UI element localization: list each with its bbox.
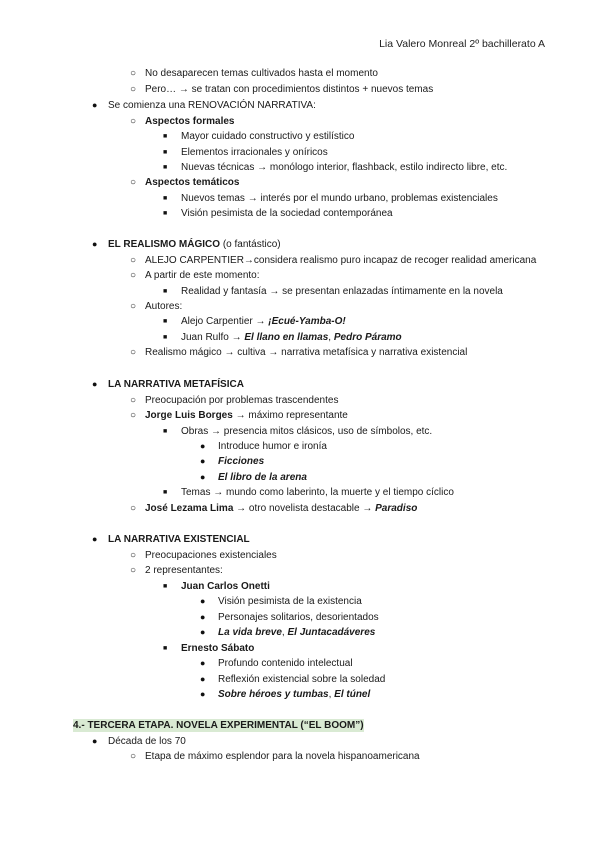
outline-text: Sobre héroes y tumbas bbox=[218, 689, 329, 700]
outline-item bbox=[145, 502, 417, 515]
outline-item bbox=[145, 549, 277, 562]
bullet-level-2-icon: ○ bbox=[130, 255, 137, 266]
outline-item bbox=[181, 315, 346, 328]
bullet-level-2-icon: ○ bbox=[130, 116, 137, 127]
bullet-level-3-icon: ■ bbox=[163, 428, 168, 435]
outline-item bbox=[145, 83, 433, 96]
outline-text: Visión pesimista de la sociedad contemporánea bbox=[181, 208, 393, 219]
outline-item bbox=[218, 595, 362, 608]
outline-text: Personajes solitarios, desorientados bbox=[218, 612, 379, 623]
outline-item bbox=[145, 300, 182, 313]
outline-text: José Lezama Lima bbox=[145, 503, 234, 514]
outline-text: 2 representantes: bbox=[145, 565, 223, 576]
outline-item bbox=[181, 580, 270, 593]
outline-text: , bbox=[281, 627, 288, 638]
outline-text: Introduce humor e ironía bbox=[218, 441, 327, 452]
outline-item bbox=[145, 409, 348, 422]
outline-item bbox=[145, 176, 239, 189]
outline-text: , bbox=[328, 689, 335, 700]
outline-item bbox=[145, 115, 234, 128]
outline-text: ALEJO CARPENTIER→considera realismo puro incapaz de recoger realidad americana bbox=[145, 255, 537, 266]
outline-text: Década de los 70 bbox=[108, 736, 186, 747]
outline-text: Realidad y fantasía → se presentan enlazadas íntimamente en la novela bbox=[181, 286, 503, 297]
outline-text: (o fantástico) bbox=[220, 239, 281, 250]
outline-text: Pero… → se tratan con procedimientos distintos + nuevos temas bbox=[145, 84, 434, 95]
outline-item bbox=[181, 285, 503, 298]
outline-item bbox=[108, 99, 316, 112]
outline-text: Nuevos temas → interés por el mundo urbano, problemas existenciales bbox=[181, 193, 498, 204]
outline-item bbox=[181, 146, 328, 159]
outline-item bbox=[181, 130, 354, 143]
bullet-level-2-icon: ○ bbox=[130, 751, 137, 762]
bullet-level-3-icon: ■ bbox=[163, 149, 168, 156]
bullet-level-2-icon: ○ bbox=[130, 270, 137, 281]
bullet-level-2-icon: ○ bbox=[130, 84, 137, 95]
bullet-level-3-icon: ■ bbox=[163, 318, 168, 325]
bullet-level-3-icon: ■ bbox=[163, 133, 168, 140]
outline-text: Aspectos formales bbox=[145, 116, 235, 127]
outline-text: 4.- TERCERA ETAPA. NOVELA EXPERIMENTAL (“EL BOOM”) bbox=[73, 720, 364, 731]
bullet-level-4-icon: ● bbox=[200, 596, 206, 606]
outline-item bbox=[218, 626, 375, 639]
bullet-level-1-icon: ● bbox=[92, 379, 98, 389]
outline-text: Obras → presencia mitos clásicos, uso de símbolos, etc. bbox=[181, 426, 433, 437]
bullet-level-4-icon: ● bbox=[200, 627, 206, 637]
outline-item bbox=[108, 735, 186, 748]
outline-text: Etapa de máximo esplendor para la novela hispanoamericana bbox=[145, 751, 420, 762]
outline-text: Temas → mundo como laberinto, la muerte y el tiempo cíclico bbox=[181, 487, 454, 498]
outline-text: Elementos irracionales y oníricos bbox=[181, 147, 328, 158]
outline-text: Reflexión existencial sobre la soledad bbox=[218, 674, 386, 685]
bullet-level-3-icon: ■ bbox=[163, 288, 168, 295]
outline-text: El Juntacadáveres bbox=[287, 627, 376, 638]
bullet-level-3-icon: ■ bbox=[163, 645, 168, 652]
outline-text: Ficciones bbox=[218, 456, 265, 467]
outline-item bbox=[181, 331, 402, 344]
outline-text: La vida breve bbox=[218, 627, 282, 638]
bullet-level-3-icon: ■ bbox=[163, 210, 168, 217]
outline-text: EL REALISMO MÁGICO bbox=[108, 239, 221, 250]
outline-text: El llano en llamas bbox=[244, 332, 329, 343]
outline-item bbox=[218, 673, 385, 686]
bullet-level-4-icon: ● bbox=[200, 658, 206, 668]
bullet-level-3-icon: ■ bbox=[163, 195, 168, 202]
outline-text: Preocupación por problemas trascendentes bbox=[145, 395, 339, 406]
outline-text: → máximo representante bbox=[232, 410, 348, 421]
bullet-level-4-icon: ● bbox=[200, 612, 206, 622]
outline-item bbox=[218, 611, 379, 624]
outline-text: Nuevas técnicas → monólogo interior, flashback, estilo indirecto libre, etc. bbox=[181, 162, 508, 173]
outline-text: Mayor cuidado constructivo y estilístico bbox=[181, 131, 355, 142]
outline-text: El túnel bbox=[334, 689, 371, 700]
bullet-level-1-icon: ● bbox=[92, 534, 98, 544]
bullet-level-3-icon: ■ bbox=[163, 489, 168, 496]
outline-text: , bbox=[328, 332, 334, 343]
outline-text: Profundo contenido intelectual bbox=[218, 658, 353, 669]
outline-item bbox=[181, 192, 498, 205]
outline-item bbox=[218, 471, 307, 484]
outline-item bbox=[145, 750, 420, 763]
bullet-level-1-icon: ● bbox=[92, 100, 98, 110]
outline-item bbox=[218, 455, 264, 468]
bullet-level-4-icon: ● bbox=[200, 674, 206, 684]
outline-text: Jorge Luis Borges bbox=[145, 410, 233, 421]
outline-item bbox=[181, 642, 254, 655]
bullet-level-2-icon: ○ bbox=[130, 68, 137, 79]
outline-item bbox=[145, 394, 338, 407]
page-header-author: Lia Valero Monreal 2º bachillerato A bbox=[379, 38, 545, 50]
outline-item bbox=[181, 425, 432, 438]
outline-text: Pedro Páramo bbox=[333, 332, 402, 343]
outline-item bbox=[145, 254, 536, 267]
bullet-level-4-icon: ● bbox=[200, 441, 206, 451]
outline-text: Se comienza una RENOVACIÓN NARRATIVA: bbox=[108, 100, 316, 111]
bullet-level-2-icon: ○ bbox=[130, 410, 137, 421]
outline-item bbox=[145, 346, 467, 359]
outline-text: Autores: bbox=[145, 301, 183, 312]
outline-text: Ernesto Sábato bbox=[181, 643, 255, 654]
bullet-level-2-icon: ○ bbox=[130, 395, 137, 406]
bullet-level-1-icon: ● bbox=[92, 239, 98, 249]
bullet-level-2-icon: ○ bbox=[130, 565, 137, 576]
outline-text: A partir de este momento: bbox=[145, 270, 260, 281]
outline-item bbox=[145, 564, 223, 577]
outline-text: Preocupaciones existenciales bbox=[145, 550, 277, 561]
outline-item bbox=[108, 533, 250, 546]
outline-text: Paradiso bbox=[375, 503, 418, 514]
bullet-level-3-icon: ■ bbox=[163, 583, 168, 590]
bullet-level-4-icon: ● bbox=[200, 472, 206, 482]
outline-item bbox=[145, 67, 378, 80]
outline-text: Juan Carlos Onetti bbox=[181, 581, 270, 592]
outline-text: Visión pesimista de la existencia bbox=[218, 596, 362, 607]
outline-item bbox=[218, 657, 353, 670]
bullet-level-2-icon: ○ bbox=[130, 177, 137, 188]
outline-item bbox=[108, 378, 244, 391]
outline-text: Alejo Carpentier → bbox=[181, 316, 269, 327]
bullet-level-3-icon: ■ bbox=[163, 164, 168, 171]
outline-text: ¡Ecué-Yamba-O! bbox=[268, 316, 346, 327]
outline-item bbox=[218, 688, 370, 701]
bullet-level-2-icon: ○ bbox=[130, 550, 137, 561]
section-heading bbox=[73, 719, 364, 732]
outline-text: Juan Rulfo → bbox=[181, 332, 245, 343]
bullet-level-2-icon: ○ bbox=[130, 347, 137, 358]
outline-text: Aspectos temáticos bbox=[145, 177, 240, 188]
bullet-level-4-icon: ● bbox=[200, 456, 206, 466]
outline-text: LA NARRATIVA EXISTENCIAL bbox=[108, 534, 250, 545]
outline-item bbox=[181, 486, 454, 499]
outline-item bbox=[108, 238, 281, 251]
outline-text: → otro novelista destacable → bbox=[233, 503, 376, 514]
bullet-level-4-icon: ● bbox=[200, 689, 206, 699]
outline-item bbox=[181, 161, 507, 174]
outline-item bbox=[145, 269, 260, 282]
bullet-level-3-icon: ■ bbox=[163, 334, 168, 341]
outline-text: El libro de la arena bbox=[218, 472, 307, 483]
outline-text: Realismo mágico → cultiva → narrativa metafísica y narrativa existencial bbox=[145, 347, 468, 358]
outline-item bbox=[218, 440, 327, 453]
bullet-level-2-icon: ○ bbox=[130, 503, 137, 514]
outline-text: LA NARRATIVA METAFÍSICA bbox=[108, 379, 244, 390]
bullet-level-1-icon: ● bbox=[92, 736, 98, 746]
bullet-level-2-icon: ○ bbox=[130, 301, 137, 312]
outline-text: No desaparecen temas cultivados hasta el momento bbox=[145, 68, 378, 79]
outline-item bbox=[181, 207, 393, 220]
